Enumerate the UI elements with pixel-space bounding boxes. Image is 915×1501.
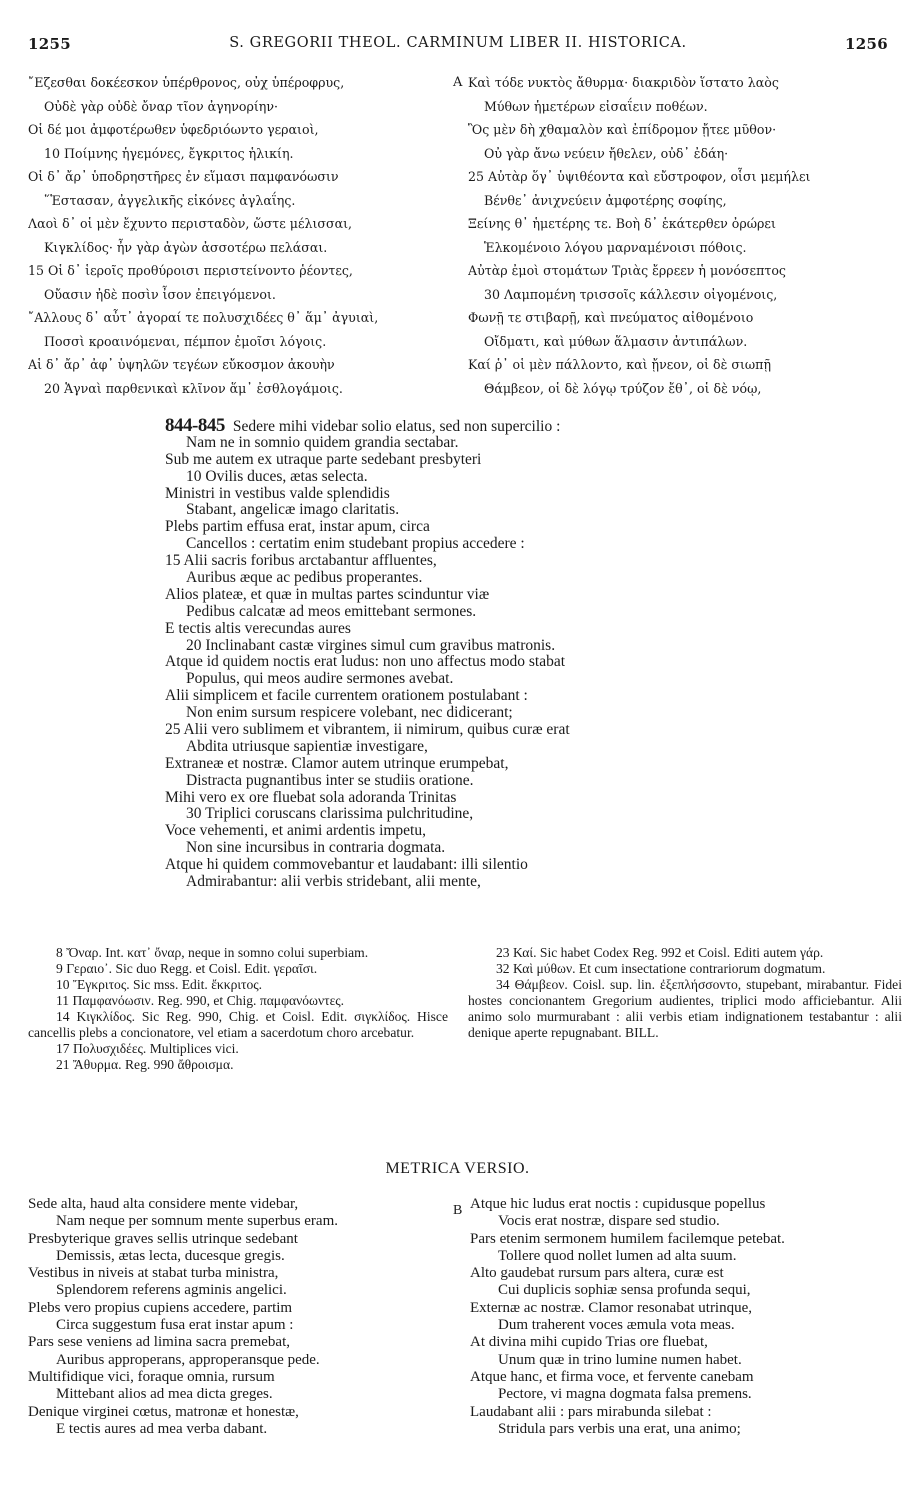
greek-line: Φωνῇ τε στιβαρῇ, καὶ πνεύματος αἰθομένοιο bbox=[468, 310, 754, 325]
latin-line: Sub me autem ex utraque parte sedebant presbyteri bbox=[165, 450, 482, 468]
latin-line: Alios plateæ, et quæ in multas partes scinduntur viæ bbox=[165, 585, 490, 603]
latin-translation bbox=[165, 415, 905, 891]
column-reference: 844-845 bbox=[165, 415, 225, 436]
latin-line: Distracta pugnantibus inter se studiis oratione. bbox=[186, 771, 474, 789]
greek-line: Κιγκλίδος· ἦν γὰρ ἀγὼν ἀσσοτέρω πελάσαι. bbox=[44, 239, 328, 255]
verse-line: Presbyterique graves sellis utrinque sedebant bbox=[28, 1230, 298, 1247]
metrical-version-right-column bbox=[470, 1196, 906, 1438]
footnote: 10 Ἔγκριτος. Sic mss. Edit. ἔκκριτος. bbox=[56, 977, 263, 992]
latin-line: 15 Alii sacris foribus arctabantur affluentes, bbox=[165, 552, 437, 570]
latin-line: Auribus æque ac pedibus properantes. bbox=[186, 569, 423, 587]
footnote: 23 Καί. Sic habet Codex Reg. 992 et Coisl. Editi autem γάρ. bbox=[496, 945, 824, 960]
verse-line: Pars etenim sermonem humilem facilemque petebat. bbox=[470, 1230, 785, 1247]
verse-line: Mittebant alios ad mea dicta greges. bbox=[56, 1386, 273, 1403]
left-page-number: 1255 bbox=[28, 35, 71, 53]
right-page-number: 1256 bbox=[845, 35, 888, 53]
greek-line: 30 Λαμπομένη τρισσοῖς κάλλεσιν οἰγομένοις, bbox=[484, 286, 778, 302]
greek-line: Οἱ δέ μοι ἀμφοτέρωθεν ὑφεδριόωντο γεραιοὶ, bbox=[28, 122, 319, 137]
greek-line: Λαοὶ δ᾽ οἱ μὲν ἔχυντο περισταδὸν, ὥστε μέλισσαι, bbox=[28, 216, 353, 231]
verse-line: Circa suggestum fusa erat instar apum : bbox=[56, 1317, 294, 1334]
latin-line: Atque id quidem noctis erat ludus: non uno affectus modo stabat bbox=[165, 653, 566, 671]
verse-line: Pectore, vi magna dogmata falsa premens. bbox=[498, 1386, 752, 1403]
greek-line: Οἴδματι, καὶ μύθων ἅλμασιν ἀντιπάλων. bbox=[484, 333, 748, 349]
section-title: METRICA VERSIO. bbox=[385, 1160, 530, 1177]
greek-line: Οὔασιν ἠδὲ ποσὶν ἶσον ἐπειγόμενοι. bbox=[44, 286, 276, 302]
latin-line: Populus, qui meos audire sermones avebat. bbox=[186, 670, 454, 688]
greek-line: 20 Ἁγναὶ παρθενικαὶ κλῖνον ἅμ᾽ ἐσθλογάμοις. bbox=[44, 380, 343, 396]
latin-line: Mihi vero ex ore fluebat sola adoranda Trinitas bbox=[165, 788, 457, 806]
greek-line: ῎Αλλους δ᾽ αὖτ᾽ ἀγοραί τε πολυσχιδέες θ᾽ ἅμ᾽ ἀγυιαὶ, bbox=[28, 310, 379, 325]
metrical-version-left-column bbox=[28, 1196, 458, 1438]
latin-line: 20 Inclinabant castæ virgines simul cum gravibus matronis. bbox=[186, 636, 556, 654]
latin-line: Extraneæ et nostræ. Clamor autem utrinque erumpebat, bbox=[165, 754, 509, 772]
greek-line: Βένθε᾽ ἀνιχνεύειν ἀμφοτέρης σοφίης, bbox=[484, 192, 727, 208]
footnote: 9 Γεραιο᾽. Sic duo Regg. et Coisl. Edit. γεραῖσι. bbox=[56, 961, 318, 976]
footnote: 21 Ἄθυρμα. Reg. 990 ἄθροισμα. bbox=[56, 1057, 234, 1072]
verse-line: Sede alta, haud alta considere mente videbar, bbox=[28, 1196, 299, 1212]
greek-line: Οἱ δ᾽ ἄρ᾽ ὑποδρηστῆρες ἐν εἵμασι παμφανόωσιν bbox=[28, 169, 339, 184]
greek-line: Ὃς μὲν δὴ χθαμαλὸν καὶ ἐπίδρομον ᾔτεε μῦθον· bbox=[468, 122, 777, 137]
latin-line: E tectis altis verecundas aures bbox=[165, 619, 351, 637]
greek-line: Καὶ τόδε νυκτὸς ἄθυρμα· διακριδὸν ἵστατο λαὸς bbox=[468, 75, 779, 90]
greek-text-left-column bbox=[28, 71, 448, 400]
footnote: 32 Καὶ μύθων. Et cum insectatione contrariorum dogmatum. bbox=[496, 961, 826, 976]
latin-line: Ministri in vestibus valde splendidis bbox=[165, 484, 390, 502]
running-title: S. GREGORII THEOL. CARMINUM LIBER II. HISTORICA. bbox=[229, 35, 687, 51]
verse-line: Nam neque per somnum mente superbus eram. bbox=[56, 1213, 339, 1230]
greek-line: 25 Αὐτὰρ ὅγ᾽ ὑψιθέοντα καὶ εὔστροφον, οἷσι μεμήλει bbox=[468, 169, 811, 184]
footnote: 11 Παμφανόωσιν. Reg. 990, et Chig. παμφανόωντες. bbox=[56, 993, 345, 1008]
verse-line: Plebs vero propius cupiens accedere, partim bbox=[28, 1299, 293, 1316]
greek-line: ῞Ἑστασαν, ἀγγελικῆς εἰκόνες ἀγλαΐης. bbox=[44, 192, 296, 208]
verse-line: Alto gaudebat rursum pars altera, curæ est bbox=[470, 1265, 724, 1282]
greek-line: Ποσσὶ κροαινόμεναι, πέμπον ἐμοῖσι λόγοις. bbox=[44, 333, 327, 349]
latin-line: Nam ne in somnio quidem grandia sectabar. bbox=[186, 433, 459, 451]
verse-line: Vestibus in niveis at stabat turba ministra, bbox=[28, 1265, 279, 1282]
greek-text-right-column bbox=[468, 71, 900, 400]
latin-line: Alii simplicem et facile currentem orationem postulabant : bbox=[165, 687, 528, 705]
verse-line: Unum quæ in trino lumine numen habet. bbox=[498, 1351, 742, 1368]
verse-line: Tollere quod nollet lumen ad alta suum. bbox=[498, 1247, 737, 1264]
greek-line: Αἱ δ᾽ ἄρ᾽ ἀφ᾽ ὑψηλῶν τεγέων εὔκοσμον ἀκουὴν bbox=[28, 357, 335, 372]
running-header bbox=[28, 35, 888, 57]
greek-line: Ἑλκομένοιο λόγου μαρναμένοισι πόθοις. bbox=[484, 239, 747, 255]
latin-line: 25 Alii vero sublimem et vibrantem, ii nimirum, quibus curæ erat bbox=[165, 721, 570, 739]
latin-line: 10 Ovilis duces, ætas selecta. bbox=[186, 467, 368, 485]
latin-line: Pedibus calcatæ ad meos emittebant sermones. bbox=[186, 602, 477, 620]
greek-line: Μύθων ἡμετέρων εἰσαΐειν ποθέων. bbox=[484, 98, 708, 114]
verse-line: Demissis, ætas lecta, ducesque gregis. bbox=[56, 1247, 285, 1264]
verse-line: Laudabant alii : pars mirabunda silebat : bbox=[470, 1403, 712, 1420]
footnote: 14 Κιγκλίδος. Sic Reg. 990, Chig. et Coisl. Edit. σιγκλίδος. Hisce cancellis plebs a concionatore, vel etiam a sacerdotum choro arcebatur. bbox=[28, 1009, 448, 1040]
verse-line: Auribus approperans, approperansque pede. bbox=[56, 1351, 320, 1368]
footnote: 34 Θάμβεον. Coisl. sup. lin. ἐξεπλήσσοντο, stupebant, mirabantur. Fidei hostes concionantem Gregorium audientes, triplici modo afficiebantur. Alii animo solo murmurabant : alii verbis etiam indignationem testabantur : alii denique aperte repugnabant. BILL. bbox=[468, 977, 902, 1040]
latin-line-text: Sedere mihi videbar solio elatus, sed non supercilio : bbox=[232, 418, 561, 435]
verse-line: Vocis erat nostræ, dispare sed studio. bbox=[498, 1213, 720, 1230]
latin-line: Abdita utriusque sapientiæ investigare, bbox=[186, 737, 428, 755]
greek-line: Καί ῥ᾽ οἱ μὲν πάλλοντο, καὶ ᾔνεον, οἱ δὲ σιωπῇ bbox=[468, 357, 772, 372]
marginal-letter-a: A bbox=[453, 75, 463, 90]
latin-line: Voce vehementi, et animi ardentis impetu, bbox=[165, 822, 426, 840]
greek-line: Θάμβεον, οἱ δὲ λόγῳ τρύζον ἔθ᾽, οἱ δὲ νόῳ, bbox=[484, 380, 762, 396]
verse-line: Denique virginei cœtus, matronæ et honestæ, bbox=[28, 1403, 299, 1420]
footnotes-left-column bbox=[28, 945, 448, 1073]
verse-line: Multifidique vici, foraque omnia, rursum bbox=[28, 1368, 275, 1385]
verse-line: Dum traherent voces æmula vota meas. bbox=[498, 1317, 735, 1334]
greek-line: Αὐτὰρ ἐμοὶ στομάτων Τριὰς ἔρρεεν ἡ μονόσεπτος bbox=[468, 263, 786, 278]
verse-line: Externæ ac nostræ. Clamor resonabat utrinque, bbox=[470, 1299, 753, 1316]
latin-line: Non enim sursum respicere volebant, nec didicerant; bbox=[186, 704, 513, 722]
verse-line: Cui duplicis sophiæ sensa profunda sequi, bbox=[498, 1282, 751, 1299]
verse-line: Stridula pars verbis una erat, una animo; bbox=[498, 1420, 741, 1437]
greek-line: Οὐδὲ γὰρ οὐδὲ ὄναρ τῖον ἀγηνορίην· bbox=[44, 98, 278, 114]
greek-line: Οὐ γὰρ ἄνω νεύειν ἤθελεν, οὐδ᾽ ἐδάη· bbox=[484, 145, 729, 161]
greek-line: 15 Οἱ δ᾽ ἱεροῖς προθύροισι περιστείνοντο ῥέοντες, bbox=[28, 263, 353, 278]
verse-line: Atque hanc, et firma voce, et fervente canebam bbox=[470, 1368, 754, 1385]
verse-line: Splendorem referens agminis angelici. bbox=[56, 1282, 287, 1299]
marginal-letter-b: B bbox=[453, 1203, 463, 1218]
latin-line: Plebs partim effusa erat, instar apum, circa bbox=[165, 518, 430, 536]
footnote: 8 Ὄναρ. Int. κατ᾽ ὄναρ, neque in somno colui superbiam. bbox=[56, 945, 369, 960]
latin-line: Atque hi quidem commovebantur et laudabant: illi silentio bbox=[165, 856, 528, 874]
latin-line: Admirabantur: alii verbis stridebant, alii mente, bbox=[186, 873, 481, 891]
greek-line: Ξείνης θ᾽ ἡμετέρης τε. Βοὴ δ᾽ ἑκάτερθεν ὀρώρει bbox=[468, 216, 776, 231]
latin-line: Non sine incursibus in contraria dogmata. bbox=[186, 839, 446, 857]
verse-line: At divina mihi cupido Trias ore fluebat, bbox=[470, 1334, 708, 1351]
latin-line: Cancellos : certatim enim studebant propius accedere : bbox=[186, 535, 525, 553]
greek-line: 10 Ποίμνης ἡγεμόνες, ἔγκριτος ἡλικίη. bbox=[44, 145, 294, 161]
verse-line: Atque hic ludus erat noctis : cupidusque popellus bbox=[470, 1196, 766, 1212]
greek-line: ῎Εζεσθαι δοκέεσκον ὑπέρθρονος, οὐχ ὑπέροφρυς, bbox=[28, 75, 345, 90]
latin-line: Stabant, angelicæ imago claritatis. bbox=[186, 501, 400, 519]
footnotes-right-column bbox=[468, 945, 902, 1041]
latin-line: 30 Triplici coruscans clarissima pulchritudine, bbox=[186, 805, 474, 823]
verse-line: E tectis aures ad mea verba dabant. bbox=[56, 1420, 268, 1437]
latin-line bbox=[165, 415, 905, 436]
footnote: 17 Πολυσχιδέες. Multiplices vici. bbox=[56, 1041, 239, 1056]
verse-line: Pars sese veniens ad limina sacra premebat, bbox=[28, 1334, 290, 1351]
